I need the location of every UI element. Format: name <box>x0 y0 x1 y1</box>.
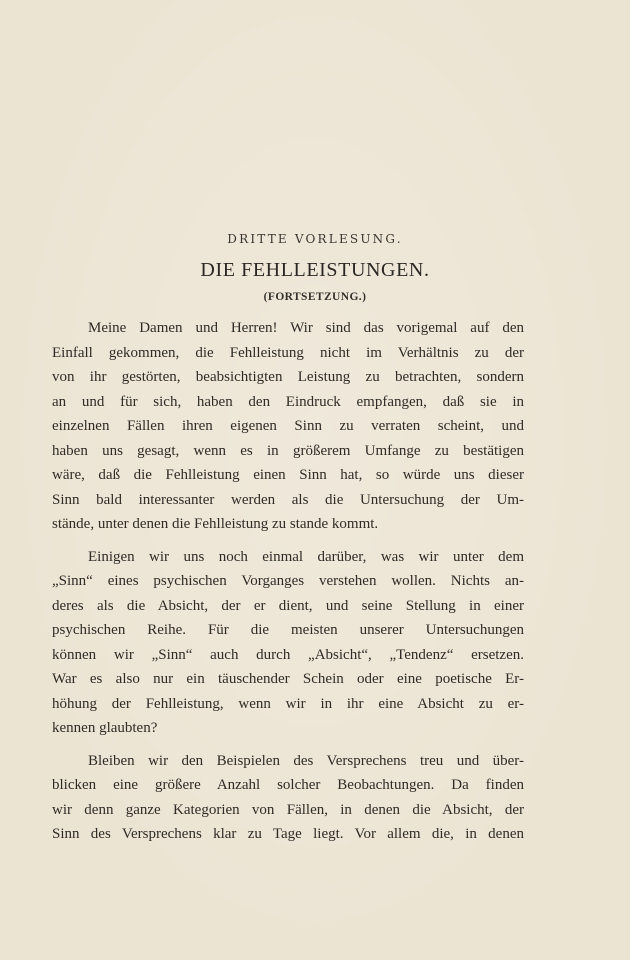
text-line: Meine Damen und Herren! Wir sind das vorigemal auf den <box>88 320 524 336</box>
text-line: War es also nur ein täuschender Schein oder eine poetische Er- <box>52 671 524 687</box>
paragraph-2 <box>52 545 524 741</box>
text-line: einzelnen Fällen ihren eigenen Sinn zu verraten scheint, und <box>52 418 524 434</box>
text-line: haben uns gesagt, wenn es in größerem Umfange zu bestätigen <box>52 442 524 459</box>
body-text <box>52 316 524 855</box>
text-line: höhung der Fehlleistung, wenn wir in ihr eine Absicht zu er- <box>52 695 524 712</box>
page-subtitle: (FORTSETZUNG.) <box>263 291 367 303</box>
text-line: wir denn ganze Kategorien von Fällen, in denen die Absicht, der <box>52 801 524 818</box>
text-line: blicken eine größere Anzahl solcher Beobachtungen. Da finden <box>52 777 524 793</box>
text-line: können wir „Sinn“ auch durch „Absicht“, „Tendenz“ ersetzen. <box>52 646 524 663</box>
chapter-heading: DRITTE VORLESUNG. <box>227 232 403 246</box>
paragraph-3 <box>52 749 524 847</box>
text-line: wäre, daß die Fehlleistung einen Sinn hat, so würde uns dieser <box>52 467 524 483</box>
text-line: Sinn bald interessanter werden als die Untersuchung der Um- <box>52 491 524 508</box>
text-line: von ihr gestörten, beabsichtigten Leistung zu betrachten, sondern <box>52 369 524 385</box>
text-line: Einigen wir uns noch einmal darüber, was wir unter dem <box>88 548 524 565</box>
text-line: an und für sich, haben den Eindruck empfangen, daß sie in <box>52 393 524 410</box>
paragraph-1 <box>52 316 524 537</box>
text-line: deres als die Absicht, der er dient, und seine Stellung in einer <box>52 597 524 614</box>
text-line: Bleiben wir den Beispielen des Versprechens treu und über- <box>88 752 524 769</box>
text-line: Einfall gekommen, die Fehlleistung nicht im Verhältnis zu der <box>52 344 524 361</box>
page-title: DIE FEHLLEISTUNGEN. <box>200 259 430 281</box>
text-line: psychischen Reihe. Für die meisten unserer Untersuchungen <box>52 622 524 638</box>
text-line: Sinn des Versprechens klar zu Tage liegt. Vor allem die, in denen <box>52 826 524 842</box>
text-line: „Sinn“ eines psychischen Vorganges verstehen wollen. Nichts an- <box>52 573 524 589</box>
text-line: kennen glaubten? <box>52 720 158 736</box>
text-line: stände, unter denen die Fehlleistung zu stande kommt. <box>52 516 379 532</box>
